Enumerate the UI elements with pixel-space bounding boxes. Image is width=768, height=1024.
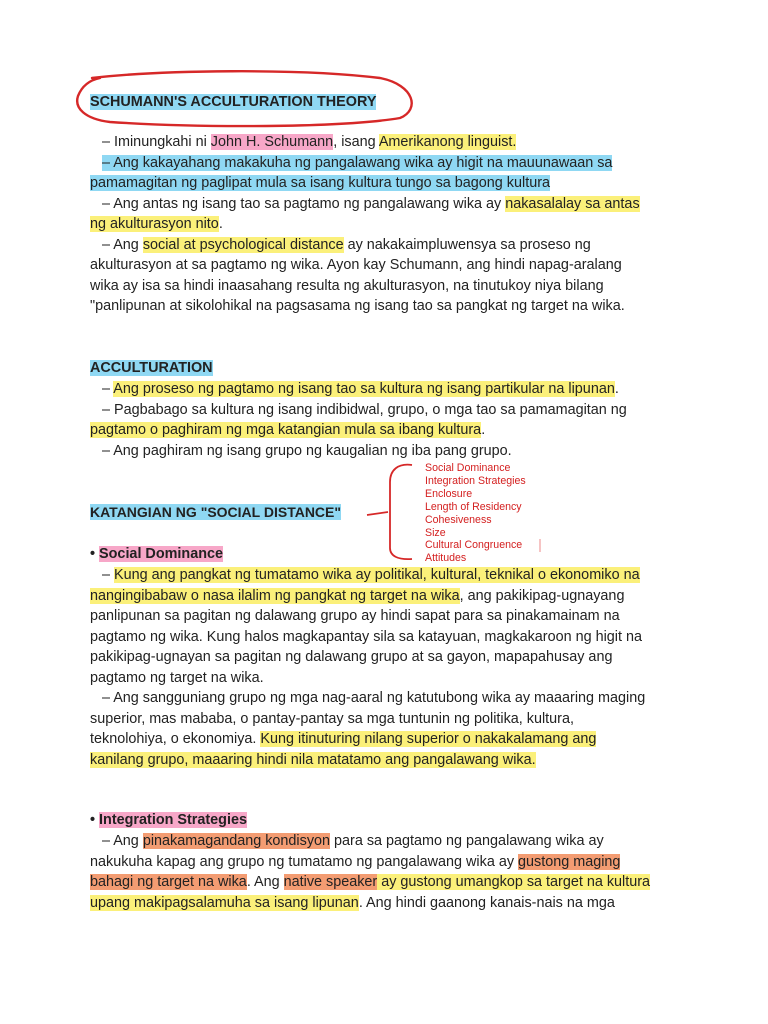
- factor-item: Size: [425, 526, 446, 539]
- dominance-line-2: nangingibabaw o nasa ilalim ng pangkat ng target na wika, ang pakikipag-ugnayang: [90, 587, 625, 604]
- dominance-line-5: pakikipag-ugnayan sa pagitan ng dalawang grupo at sa gayon, mapapahusay ang: [90, 649, 613, 665]
- acculturation-heading: ACCULTURATION: [90, 360, 213, 376]
- dominance-line-8: superior, mas mababa, o pantay-pantay sa mga tuntunin ng politika, kultura,: [90, 710, 574, 727]
- factor-item: Length of Residency: [425, 500, 522, 513]
- integration-line-1: – Ang pinakamagandang kondisyon para sa pagtamo ng pangalawang wika ay: [102, 833, 604, 849]
- integration-line-4: upang makipagsalamuha sa isang lipunan. Ang hindi gaanong kanais-nais na mga: [90, 894, 615, 911]
- dominance-line-3: panlipunan sa pagitan ng dalawang grupo ay hindi sapat para sa pinakamainam na: [90, 608, 620, 624]
- intro-line-4: – Ang antas ng isang tao sa pagtamo ng pangalawang wika ay nakasalalay sa antas: [102, 195, 640, 212]
- dominance-line-10: kanilang grupo, maaaring hindi nila matatamo ang pangalawang wika.: [90, 751, 536, 768]
- dominance-line-9: teknolohiya, o ekonomiya. Kung itinuturing nilang superior o nakakalamang ang: [90, 731, 597, 747]
- intro-section: [90, 132, 690, 317]
- dominance-line-4: pagtamo ng wika. Kung halos magkapantay sila sa katayuan, magkakaroon ng higit na: [90, 628, 642, 645]
- integration-section: [90, 831, 690, 913]
- social-dominance-heading: • Social Dominance: [90, 546, 224, 562]
- factor-item: Social Dominance: [425, 462, 511, 474]
- dominance-line-1: – Kung ang pangkat ng tumatamo wika ay politikal, kultural, teknikal o ekonomiko na: [102, 567, 640, 583]
- social-distance-heading: KATANGIAN NG "SOCIAL DISTANCE": [90, 504, 342, 520]
- bullet-icon: •: [90, 546, 100, 562]
- factor-item: Enclosure: [425, 487, 473, 500]
- intro-line-9: "panlipunan at sikolohikal na pagsasama ng isang tao sa pangkat ng target na wika.: [90, 298, 625, 314]
- factor-item: Integration Strategies: [425, 474, 526, 487]
- bullet-icon: •: [90, 812, 100, 828]
- acculturation-line-3: pagtamo o paghiram ng mga katangian mula sa ibang kultura.: [90, 422, 486, 438]
- intro-line-7: akulturasyon at sa pagtamo ng wika. Ayon kay Schumann, ang hindi napag-aralang: [90, 257, 622, 273]
- dominance-line-7: – Ang sangguniang grupo ng mga nag-aaral ng katutubong wika ay maaaring maging: [102, 690, 646, 706]
- intro-line-6: – Ang social at psychological distance ay nakakaimpluwensya sa proseso ng: [102, 236, 591, 253]
- integration-line-3: bahagi ng target na wika. Ang native speaker ay gustong umangkop sa target na kultura: [90, 874, 651, 890]
- acculturation-line-2: – Pagbabago sa kultura ng isang indibidwal, grupo, o mga tao sa pamamagitan ng: [102, 401, 627, 418]
- intro-line-1: – Iminungkahi ni John H. Schumann, isang Amerikanong linguist.: [102, 134, 517, 150]
- intro-line-3: pamamagitan ng paglipat mula sa isang kultura tungo sa bagong kultura: [90, 175, 551, 191]
- intro-line-8: wika ay isa sa hindi inaasahang resulta ng akulturasyon, na tinutukoy niya bilang: [90, 277, 604, 294]
- integration-heading: • Integration Strategies: [90, 812, 247, 828]
- acculturation-line-1: – Ang proseso ng pagtamo ng isang tao sa kultura ng isang partikular na lipunan.: [102, 381, 619, 397]
- acculturation-line-4: – Ang paghiram ng isang grupo ng kaugalian ng iba pang grupo.: [102, 442, 512, 459]
- social-dominance-section: [90, 565, 690, 770]
- factor-item: Attitudes: [425, 552, 467, 565]
- integration-line-2: nakukuha kapag ang grupo ng tumatamo ng pangalawang wika ay gustong maging: [90, 853, 621, 870]
- page-title: SCHUMANN'S ACCULTURATION THEORY: [90, 94, 377, 110]
- factor-item: Cultural Congruence: [425, 539, 523, 552]
- factor-item: Cohesiveness: [425, 513, 492, 526]
- acculturation-section: [90, 379, 690, 461]
- dominance-line-6: pagtamo ng target na wika.: [90, 669, 264, 686]
- intro-line-5: ng akulturasyon nito.: [90, 216, 223, 232]
- intro-line-2: – Ang kakayahang makakuha ng pangalawang wika ay higit na mauunawaan sa: [102, 154, 613, 171]
